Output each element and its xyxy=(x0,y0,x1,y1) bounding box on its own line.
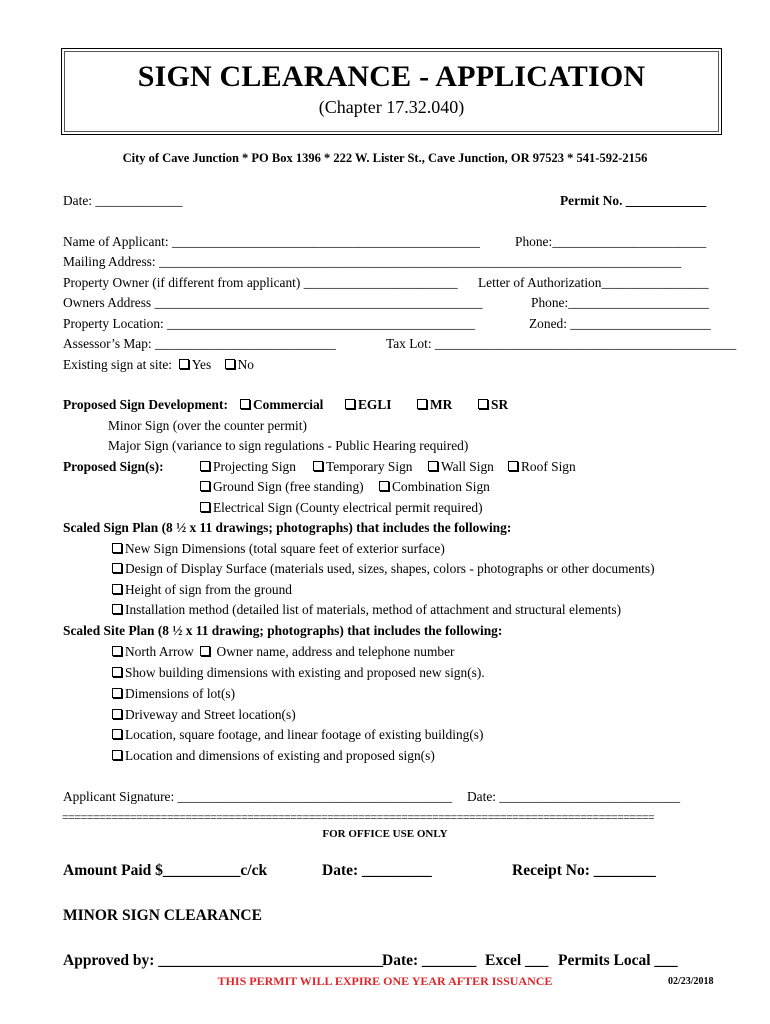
revision-date: 02/23/2018 xyxy=(668,976,714,987)
checkbox-icon[interactable] xyxy=(112,750,122,760)
sign-type-electrical[interactable]: Electrical Sign (County electrical permit required) xyxy=(200,500,483,516)
site-item[interactable]: Dimensions of lot(s) xyxy=(112,686,235,702)
title-box xyxy=(61,48,722,135)
property-location-field[interactable]: Property Location: ______________________________________________ xyxy=(63,316,476,331)
assessors-map-field[interactable]: Assessor’s Map: ___________________________ xyxy=(63,336,336,351)
sign-type-temporary[interactable]: Temporary Sign xyxy=(313,459,412,475)
minor-sign-text: Minor Sign (over the counter permit) xyxy=(108,418,307,433)
checkbox-icon[interactable] xyxy=(112,563,122,573)
dev-option-mr[interactable]: MR xyxy=(417,397,452,413)
checkbox-icon[interactable] xyxy=(200,461,210,471)
checkbox-icon[interactable] xyxy=(200,481,210,491)
existing-sign-label: Existing sign at site: xyxy=(63,357,172,372)
tax-lot-field[interactable]: Tax Lot: _____________________________________________ xyxy=(386,336,737,351)
phone-field[interactable]: Phone:_______________________ xyxy=(515,234,707,249)
checkbox-icon[interactable] xyxy=(478,399,488,409)
sign-type-roof[interactable]: Roof Sign xyxy=(508,459,576,475)
minor-sign-clearance-heading: MINOR SIGN CLEARANCE xyxy=(63,907,262,924)
checkbox-icon[interactable] xyxy=(428,461,438,471)
owner-phone-field[interactable]: Phone:_____________________ xyxy=(531,295,709,310)
scaled-sign-item[interactable]: Height of sign from the ground xyxy=(112,582,292,598)
permit-no-field[interactable]: Permit No. ____________ xyxy=(560,193,707,208)
checkbox-icon[interactable] xyxy=(112,543,122,553)
owners-address-field[interactable]: Owners Address _________________________________________________ xyxy=(63,295,483,310)
checkbox-icon[interactable] xyxy=(112,709,122,719)
checkbox-icon[interactable] xyxy=(313,461,323,471)
page-subtitle: (Chapter 17.32.040) xyxy=(318,97,465,117)
checkbox-icon[interactable] xyxy=(240,399,250,409)
approved-date-field[interactable]: Date: _______ xyxy=(382,952,477,969)
office-use-heading: FOR OFFICE USE ONLY xyxy=(322,828,448,840)
checkbox-icon[interactable] xyxy=(112,646,122,656)
amount-paid-field[interactable]: Amount Paid $__________c/ck xyxy=(63,862,268,879)
divider-line: ================================================================================================ xyxy=(62,810,655,824)
proposed-signs-label: Proposed Sign(s): xyxy=(63,459,164,474)
dev-option-egli[interactable]: EGLI xyxy=(345,397,392,413)
checkbox-icon[interactable] xyxy=(508,461,518,471)
signature-date-field[interactable]: Date: ___________________________ xyxy=(467,789,681,804)
existing-sign-row xyxy=(63,357,254,373)
scaled-site-heading: Scaled Site Plan (8 ½ x 11 drawing; photographs) that includes the following: xyxy=(63,623,503,638)
dev-option-commercial[interactable]: Commercial xyxy=(240,397,323,413)
applicant-signature-field[interactable]: Applicant Signature: _________________________________________ xyxy=(63,789,453,804)
checkbox-icon[interactable] xyxy=(112,604,122,614)
sign-type-projecting[interactable]: Projecting Sign xyxy=(200,459,296,475)
excel-field[interactable]: Excel ___ xyxy=(485,952,549,969)
dev-option-sr[interactable]: SR xyxy=(478,397,508,413)
checkbox-icon[interactable] xyxy=(345,399,355,409)
applicant-name-field[interactable]: Name of Applicant: ______________________________________________ xyxy=(63,234,480,249)
scaled-sign-item[interactable]: Design of Display Surface (materials used, sizes, shapes, colors - photographs or other documents) xyxy=(112,561,655,577)
expiration-notice: THIS PERMIT WILL EXPIRE ONE YEAR AFTER ISSUANCE xyxy=(217,974,553,988)
date-field[interactable]: Date: _____________ xyxy=(63,193,183,208)
site-item[interactable]: Show building dimensions with existing and proposed new sign(s). xyxy=(112,665,485,681)
checkbox-icon[interactable] xyxy=(112,688,122,698)
checkbox-icon[interactable] xyxy=(379,481,389,491)
checkbox-icon[interactable] xyxy=(417,399,427,409)
checkbox-icon[interactable] xyxy=(225,359,235,369)
zoned-field[interactable]: Zoned: _____________________ xyxy=(529,316,711,331)
office-date-field[interactable]: Date: _________ xyxy=(322,862,432,879)
checkbox-icon[interactable] xyxy=(200,646,210,656)
page-title: SIGN CLEARANCE - APPLICATION xyxy=(137,60,646,93)
site-item[interactable]: Driveway and Street location(s) xyxy=(112,707,296,723)
development-label: Proposed Sign Development: xyxy=(63,397,228,412)
existing-yes-label: Yes xyxy=(191,357,212,372)
receipt-no-field[interactable]: Receipt No: ________ xyxy=(512,862,656,879)
site-item[interactable]: Location and dimensions of existing and proposed sign(s) xyxy=(112,748,435,764)
city-address: City of Cave Junction * PO Box 1396 * 222 W. Lister St., Cave Junction, OR 97523 * 541-592-2156 xyxy=(122,151,648,165)
checkbox-icon[interactable] xyxy=(200,502,210,512)
scaled-sign-item[interactable]: New Sign Dimensions (total square feet of exterior surface) xyxy=(112,541,445,557)
checkbox-icon[interactable] xyxy=(112,584,122,594)
approved-by-field[interactable]: Approved by: _____________________________ xyxy=(63,952,384,969)
authorization-field[interactable]: Letter of Authorization________________ xyxy=(478,275,709,290)
property-owner-field[interactable]: Property Owner (if different from applicant) _______________________ xyxy=(63,275,458,290)
permits-local-field[interactable]: Permits Local ___ xyxy=(558,952,678,969)
existing-no-label: No xyxy=(237,357,254,372)
site-item[interactable]: Location, square footage, and linear footage of existing building(s) xyxy=(112,727,483,743)
checkbox-icon[interactable] xyxy=(179,359,189,369)
sign-type-combination[interactable]: Combination Sign xyxy=(379,479,490,495)
site-item-north-arrow[interactable]: North Arrow Owner name, address and telephone number xyxy=(112,644,455,660)
sign-type-ground[interactable]: Ground Sign (free standing) xyxy=(200,479,364,495)
mailing-address-field[interactable]: Mailing Address: ______________________________________________________________________________ xyxy=(63,254,682,269)
scaled-sign-item[interactable]: Installation method (detailed list of materials, method of attachment and structural elements) xyxy=(112,602,621,618)
scaled-sign-heading: Scaled Sign Plan (8 ½ x 11 drawings; photographs) that includes the following: xyxy=(63,520,512,535)
major-sign-text: Major Sign (variance to sign regulations - Public Hearing required) xyxy=(108,438,469,453)
checkbox-icon[interactable] xyxy=(112,729,122,739)
checkbox-icon[interactable] xyxy=(112,667,122,677)
sign-type-wall[interactable]: Wall Sign xyxy=(428,459,494,475)
